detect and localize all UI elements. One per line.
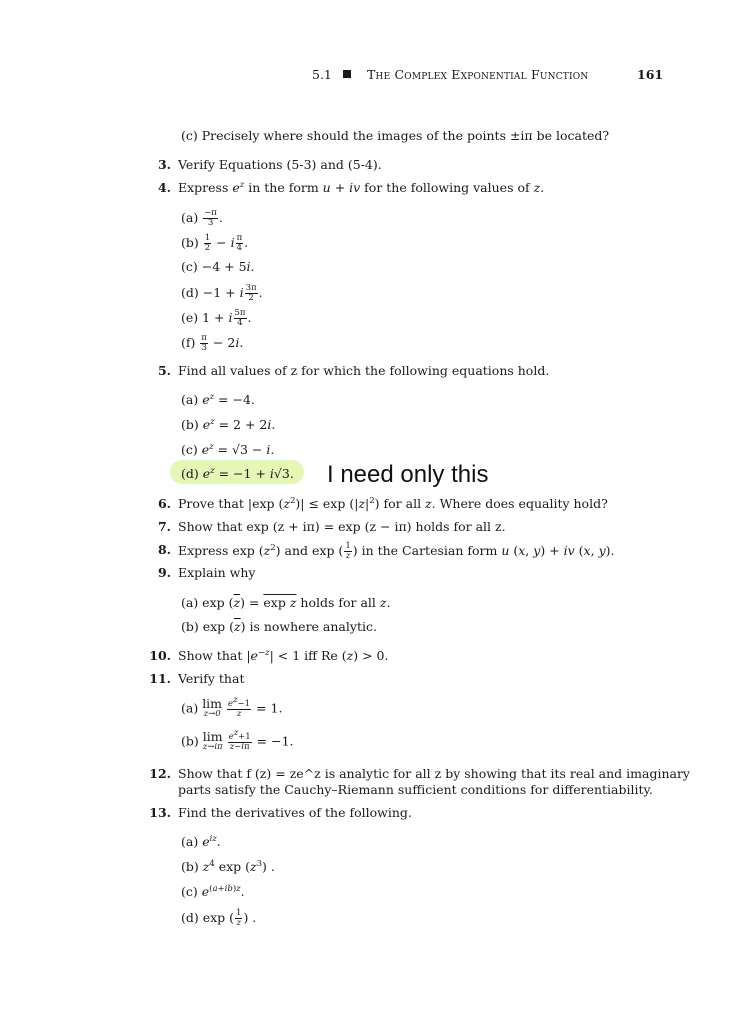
problem-number: 6.	[157, 496, 171, 511]
problem-5c: (c) $e^z = √3 - i$.	[181, 441, 275, 457]
problem-text: Show that exp (z + iπ) = exp (z − iπ) holds for all z.	[178, 519, 506, 534]
problem-text: Show that $|e^{-z}| < 1$ iff Re (z) > 0.	[178, 647, 389, 663]
problem-13b: (b) $z^4$ $\exp (z^3)$ .	[181, 858, 275, 874]
problem-text: Verify Equations (5-3) and (5-4).	[178, 157, 382, 172]
problem-9b: (b) $\exp (\overline{z})$ is nowhere analytic.	[181, 619, 377, 634]
problem-text: Express $\exp (z^2)$ and exp ( $\frac{1}{z}$ ) in the Cartesian form u (x, y) + iv (x, y).	[178, 541, 615, 561]
problem-text: Prove that |exp $(z^2)| \le \exp (|z|^2)$ for all z. Where does equality hold?	[178, 495, 608, 511]
section-number: 5.1	[312, 67, 332, 82]
problem-number: 12.	[149, 766, 171, 781]
problem-number: 9.	[157, 565, 171, 580]
problem-number: 4.	[157, 180, 171, 195]
problem-4b: (b) $\frac{1}{2}$ − i $\frac{\pi}{4}$ .	[181, 233, 249, 253]
problem-number: 5.	[157, 363, 171, 378]
problem-12-line-2: parts satisfy the Cauchy–Riemann sufficient conditions for differentiability.	[178, 782, 653, 797]
page-number: 161	[637, 67, 664, 82]
problem-5a: (a) $e^z = -4$.	[181, 391, 255, 407]
problem-number: 7.	[157, 519, 171, 534]
section-title: The Complex Exponential Function	[367, 67, 589, 82]
problem-4c: (c) −4 + 5i.	[181, 259, 255, 274]
problem-11b: (b) lim z→iπ $\frac{ez+1}{z-i\pi}$ = −1.	[181, 727, 294, 752]
problem-number: 10.	[149, 648, 171, 663]
problem-2c: (c) Precisely where should the images of the points ±iπ be located?	[181, 128, 610, 143]
problem-number: 13.	[149, 805, 171, 820]
problem-text: Verify that	[178, 671, 245, 686]
problem-4e: (e) 1 + i $\frac{5\pi}{4}$ .	[181, 308, 252, 328]
problem-5d: (d) $e^z = -1 + i√3$.	[181, 465, 294, 481]
problem-13a: (a) $e^{iz}$.	[181, 833, 221, 849]
problem-number: 3.	[157, 157, 171, 172]
problem-9a: (a) $\exp (\overline{z}) = \exp z$ holds for all z.	[181, 595, 391, 610]
problem-text: Find all values of z for which the following equations hold.	[178, 363, 550, 378]
problem-13d: (d) exp ( $\frac{1}{z}$ ) .	[181, 908, 257, 928]
problem-text: Explain why	[178, 565, 256, 580]
problem-text-line-1: Show that f (z) = ze^z is analytic for all z by showing that its real and imaginary	[178, 766, 690, 781]
problem-text: Express $e^z$ in the form u + iv for the following values of z.	[178, 179, 545, 195]
handwritten-annotation: I need only this	[327, 461, 489, 488]
problem-5b: (b) $e^z = 2 + 2i$.	[181, 416, 276, 432]
problem-4f: (f) $\frac{\pi}{3}$ − 2i.	[181, 333, 244, 353]
problem-4d: (d) −1 + i $\frac{3\pi}{2}$ .	[181, 283, 263, 303]
problem-13c: (c) $e^{(a+ib)z}$.	[181, 883, 245, 899]
header-square-bullet	[343, 70, 351, 78]
problem-4a: (a) $\frac{-\pi}{3}$ .	[181, 208, 223, 228]
problem-number: 8.	[157, 542, 171, 557]
problem-number: 11.	[149, 671, 171, 686]
problem-11a: (a) lim z→0 $\frac{ez-1}{z}$ = 1.	[181, 694, 283, 719]
problem-text: Find the derivatives of the following.	[178, 805, 412, 820]
